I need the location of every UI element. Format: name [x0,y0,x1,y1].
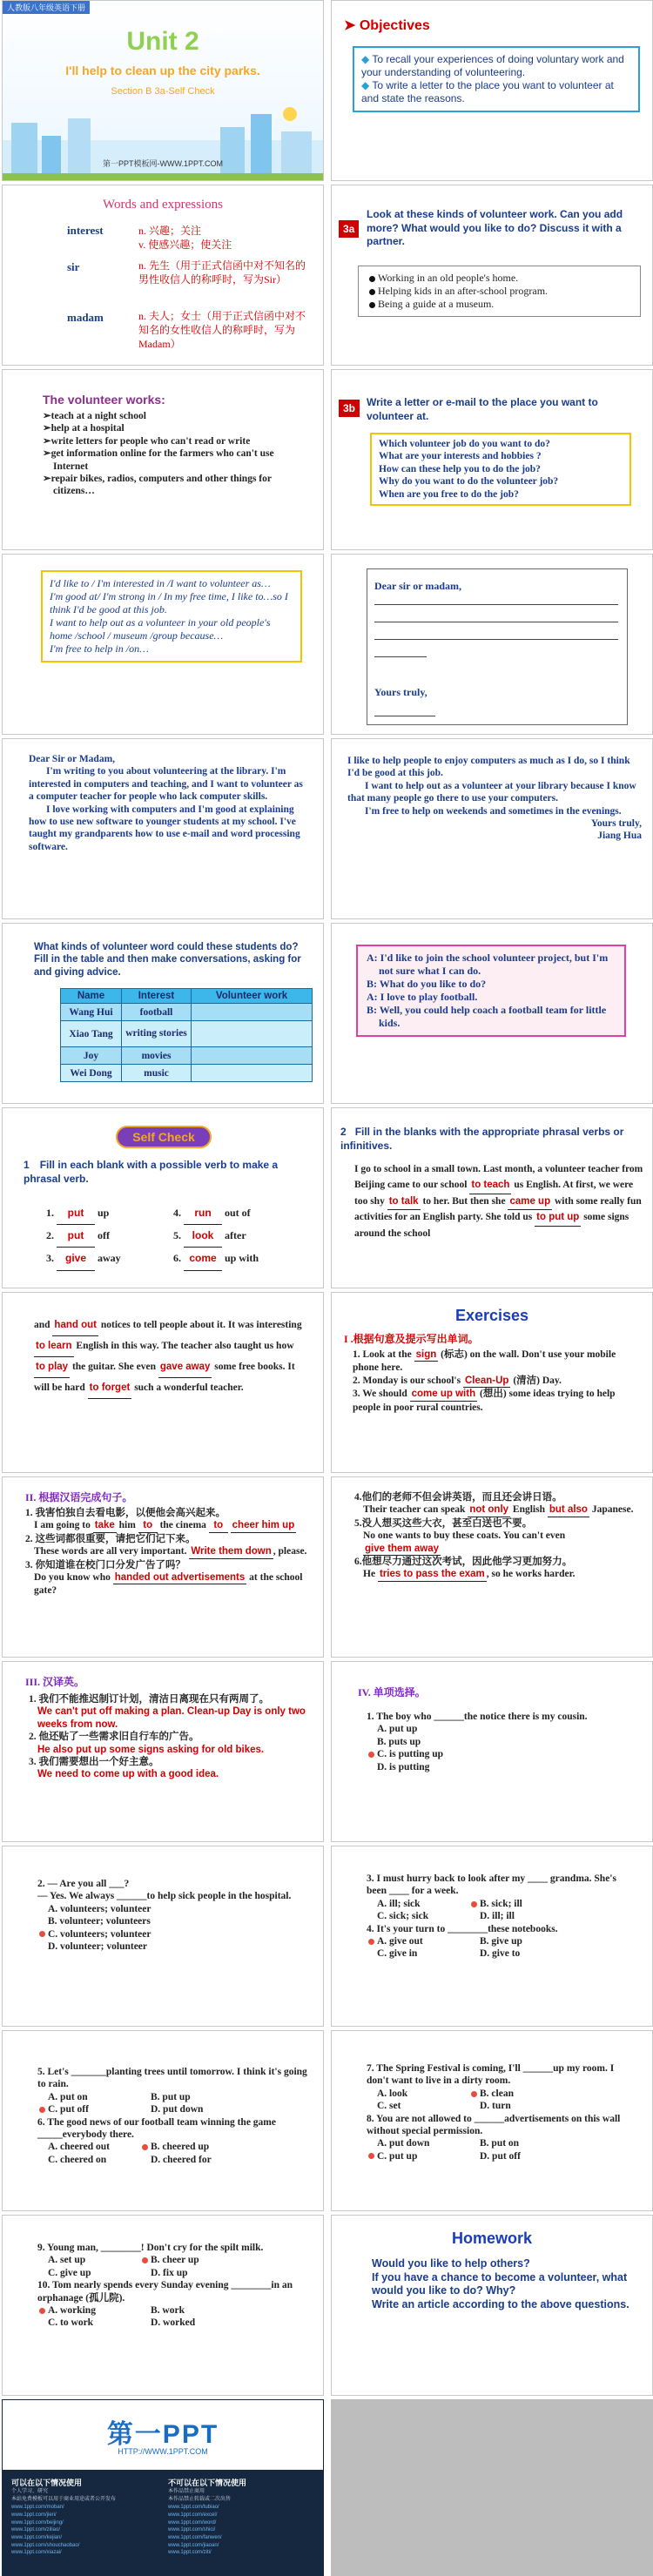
question-item: Which volunteer job do you want to do? [379,439,550,449]
lesson-subtitle: I'll help to clean up the city parks. [65,64,260,77]
unit-title: Unit 2 [126,27,199,56]
mc-option[interactable]: A. put on [48,2091,88,2102]
passage-text: and hand out notices to tell people about it. It was interesting to learn English in this way. The teacher also taught us how to play the guitar. She even gave away some free books. It will be hard to forget such a wonderful teacher. [34,1315,313,1399]
chevron-right-icon: ➤ [344,18,360,33]
mc-option[interactable]: B. volunteer; volunteers [48,1916,151,1927]
mc-option[interactable]: A. put down [377,2138,430,2149]
bullet-icon [369,289,375,295]
slide-mc-5 [331,2030,653,2211]
passage-text: I go to school in a small town. Last month, a volunteer teacher from Beijing came to our school to teach us English. At first, we were too shy to talk to her. But then she came up with some really fun activities for an English party. She told us to put up some signs around the school [354,1164,643,1240]
link[interactable]: www.1ppt.com/shici/ [168,2527,216,2533]
slide-fill-blanks-cont [2,1292,324,1473]
list-item: Helping kids in an after-school program. [378,285,631,298]
mc-option[interactable]: A. volunteers; volunteer [48,1903,151,1914]
question-box [370,433,631,506]
slide-exercises [331,1292,653,1473]
answer-text: We can't put off making a plan. Clean-up Day is only two weeks from now. [37,1706,306,1730]
exercises-heading: Exercises [454,1307,529,1324]
answer-blank[interactable]: give them away [363,1543,441,1556]
answer-blank[interactable]: to play [34,1357,70,1378]
mc-option[interactable]: C. put up [377,2150,480,2162]
answer-mark-icon [368,2153,374,2159]
word-interest: interest [67,224,104,237]
link[interactable]: www.1ppt.com/excel/ [168,2512,218,2518]
patterns-box [41,570,302,662]
objective-item: ◆ To write a letter to the place you want to volunteer at and state the reasons. [361,79,614,104]
link[interactable]: www.1ppt.com/beijing/ [11,2519,64,2526]
usage-allowed: 可以在以下情况使用 个人学习、研究 本站免费模板可以用于商业用途或者公开发布 www.1ppt.com/moban/ www.1ppt.com/jieri/ www.1ppt.com/beijing/ www.1ppt.com/ziliao/ www.1ppt.com/kejian/ www.1ppt.com/shouchaobao/ www.1ppt.com/xiazai/ [11,2478,159,2557]
link[interactable]: www.1ppt.com/jiaoan/ [168,2542,219,2548]
link[interactable]: www.1ppt.com/ziliao/ [11,2527,61,2533]
usage-forbidden: 不可以在以下情况使用 本作品禁止商用 本作品禁止转载或二次出售 www.1ppt.com/tubiao/ www.1ppt.com/excel/ www.1ppt.com/word/ www.1ppt.com/shici/ www.1ppt.com/fanwen/ www.1ppt.com/jiaoan/ www.1ppt.com/ziti/ [168,2478,316,2557]
mc-option[interactable]: D. volunteer; volunteer [48,1940,148,1952]
section-heading: II. 根据汉语完成句子。 [25,1491,133,1503]
city-skyline-illustration [3,105,324,181]
mc-question: 2. — Are you all ___? — Yes. We always ______to help sick people in the hospital. A. volunteers; volunteer B. volunteer; volunteers C. volunteers; volunteer D. volunteer; volunteer [37,1878,307,1953]
mc-option[interactable]: C. volunteers; volunteer [37,1928,307,1940]
answer-blank[interactable]: to forget [88,1378,132,1399]
question-item: When are you free to do the job? [379,488,519,500]
homework-heading: Homework [451,2230,533,2247]
answer-blank[interactable]: but also [548,1503,589,1517]
mc-question: 5. Let's _______planting trees until tomorrow. I think it's going to rain. A. put on B. put up C. put off D. put down 6. The good news of our football team winning the game _____everybody there. A. cheered out B. cheered up C. cheered on D. cheered for [37,2067,307,2165]
list-item: Being a guide at a museum. [378,298,631,311]
mc-option[interactable]: B. sick; ill [480,1898,582,1910]
slide-dialog [331,923,653,1104]
slide-3b [331,369,653,550]
table-row: Wang Hui football [61,1004,313,1021]
mc-option[interactable]: B. cheered up [151,2141,253,2153]
mc-option[interactable]: B. puts up [377,1736,421,1747]
question-item: Why do you want to do the volunteer job? [379,476,559,488]
slide-objectives [331,0,653,181]
slide-self-check [2,1107,324,1288]
letter-paragraph: I like to help people to enjoy computers as much as I do, so I think I'd be good at this job. [347,756,630,779]
diamond-bullet-icon: ◆ [361,53,373,65]
letter-paragraph: I love working with computers and I'm good at explaining how to use new software to younger students at my school. I've taught my grandparents how to use e-mail and word processing software. [29,804,300,852]
answer-blank[interactable]: to put up [535,1210,581,1227]
slide-mc-2 [2,1846,324,2027]
table-row: Joy movies [61,1047,313,1065]
dialog-line: A: I'd like to join the school volunteer project, but I'm not sure what I can do. [367,952,609,977]
link[interactable]: www.1ppt.com/kejian/ [11,2535,63,2540]
answer-blank[interactable]: run [184,1202,222,1225]
mc-option[interactable]: B. put up [151,2091,191,2102]
bullet-icon [369,302,375,308]
fill-instruction: 2 Fill in the blanks with the appropriate phrasal verbs or infinitives. [340,1126,624,1152]
exercise-item: 3. We should come up with (想出) some ideas trying to help people in poor rural countries. [353,1389,616,1413]
self-check-instruction: 1 Fill in each blank with a possible verb to make a phrasal verb. [24,1159,279,1185]
exercise-item: 2. Monday is our school's Clean-Up (清洁) Day. [353,1375,643,1388]
exercise-item: These words are all very important. Write them down , please. [25,1545,313,1558]
mc-option[interactable]: A. working [48,2304,151,2317]
mc-option[interactable]: C. give up [48,2267,91,2278]
activity-list [358,266,641,317]
write-line[interactable] [374,639,618,640]
slide-letter-template [331,554,653,735]
logo-area [3,2400,323,2470]
list-item: ➢help at a hospital [43,423,125,434]
column-header: Volunteer work [192,989,313,1004]
mc-option[interactable]: D. worked [151,2317,196,2329]
slide-volunteer-works [2,369,324,550]
answer-blank[interactable]: come [184,1248,222,1270]
slide-homework [331,2215,653,2396]
letter-greeting: Dear sir or madam, [374,580,461,592]
bullet-icon [369,276,375,282]
objectives-box [353,46,640,112]
answer-blank[interactable]: to talk [387,1194,421,1211]
column-header: Interest [122,989,192,1004]
link[interactable]: www.1ppt.com/moban/ [11,2505,64,2511]
watermark: 第一PPT模板网-WWW.1PPT.COM [103,159,223,168]
objectives-heading: ➤ Objectives [344,18,430,33]
translation-list: 1. 我们不能推迟制订计划，清洁日离现在只有两周了。 We can't put off making a plan. Clean-up Day is only two weeks from now. 2. 他还贴了一些需求旧自行车的广告。 He also put up some signs asking for old bikes. 3. 我们需要想出一个好主意。 We need to come up with a good idea. [29,1693,313,1781]
slide-mc-1 [331,1661,653,1842]
link[interactable]: www.1ppt.com/ziti/ [168,2550,212,2556]
mc-option[interactable]: C. sick; sick [377,1911,429,1922]
answer-mark-icon [39,2308,45,2314]
slide-sample-letter-2 [331,738,653,919]
exercise-item: 1. Look at the sign (标志) on the wall. Don't use your mobile phone here. [353,1349,616,1374]
mc-option[interactable]: C. is putting up [367,1748,628,1760]
answer-blank[interactable]: give [57,1248,95,1270]
translation-list: 1. 我害怕独自去看电影，以便他会高兴起来。 I am going to take him to the cinema to cheer him up 2. 这些词都很重要，请把它们记下来。 These words are all very important. Write them down , please. 3. 你知道谁在校门口分发广告了吗？ Do you know who handed out advertisements at the school gate? [25,1507,313,1597]
section-label: Section B 3a-Self Check [111,86,215,97]
header-tag: 人教版八年级英语下册 [3,1,90,14]
dialog-line: A: I love to play football. [367,991,478,1003]
mc-option[interactable]: D. put off [480,2150,521,2162]
answer-cell[interactable] [192,1065,313,1082]
sample-letter-text [29,753,307,853]
slide-table [2,923,324,1104]
mc-option[interactable]: C. put off [48,2103,151,2115]
objective-item: ◆ To recall your experiences of doing voluntary work and your understanding of volunteering. [361,53,624,78]
letter-closing: Yours truly, [374,686,427,698]
mc-option[interactable]: C. cheered on [48,2154,107,2165]
pattern-line: I want to help out as a volunteer in your old people's home /school / museum /group because… [50,616,271,642]
mc-option[interactable]: B. give up [480,1935,522,1947]
word-sir: sir [67,260,80,273]
volunteer-works-list [43,410,304,498]
answer-blank[interactable]: to [138,1519,158,1532]
mc-option[interactable]: B. work [151,2304,185,2316]
answer-blank[interactable]: came up [508,1194,552,1211]
mc-option[interactable]: A. put up [377,1724,418,1735]
answer-blank[interactable]: hand out [52,1315,98,1336]
word-madam-def: n. 夫人；女士（用于正式信函中对不知名的女性收信人的称呼时，写为Madam） [138,310,306,351]
mc-option[interactable]: A. ill; sick [377,1898,421,1909]
exercise-item: He tries to pass the exam , so he works harder. [354,1568,645,1581]
mc-option[interactable]: D. cheered for [151,2154,212,2165]
translation-list: 4.他们的老师不但会讲英语，而且还会讲日语。 Their teacher can speak not only English but also Japanese. 5.没人想买这些大衣，甚至白送也不要。 No one wants to buy these coats. You can't even give them away 6.他想尽力通过这次考试，因此他学习更加努力。 He tries to pass the exam , so he works harder. [354,1491,645,1582]
volunteer-table [60,988,313,1082]
section-heading: IV. 单项选择。 [358,1686,426,1698]
link[interactable]: www.1ppt.com/xiazai/ [11,2550,62,2556]
answer-blank[interactable]: not only [468,1503,510,1517]
word-interest-def: n. 兴趣；关注 v. 使感兴趣；使关注 [138,225,232,252]
table-row: Wei Dong music [61,1065,313,1082]
answer-mark-icon [39,2107,45,2113]
mc-option[interactable]: C. to work [48,2317,94,2329]
mc-option[interactable]: A. give out [377,1935,480,1947]
list-item: ➢get information online for the farmers who can't use Internet [43,448,274,472]
answer-mark-icon [368,1752,374,1758]
exercise-item: Do you know who handed out advertisements at the school gate? [34,1571,303,1597]
mc-option[interactable]: D. put down [151,2104,204,2115]
column-header: Name [61,989,122,1004]
answer-mark-icon [39,1931,45,1937]
answer-text: We need to come up with a good idea. [37,1769,219,1780]
instruction-3a: Look at these kinds of volunteer work. Can you add more? What would you like to do? Discuss it with a partner. [367,208,623,248]
slide-sample-letter-1 [2,738,324,919]
logo: 第一PPT [106,2420,219,2449]
slide-fill-blanks [331,1107,653,1288]
self-check-badge: Self Check [116,1126,212,1148]
letter-closing: Yours truly, [590,817,642,829]
link[interactable]: www.1ppt.com/jieri/ [11,2512,57,2518]
letter-paragraph: I want to help out as a volunteer at your library because I know that many people go there to use your computers. [347,780,636,804]
answer-blank[interactable]: cheer him up [231,1519,297,1532]
mc-option[interactable]: D. fix up [151,2267,188,2278]
list-item: ➢repair bikes, radios, computers and other things for citizens… [43,473,272,497]
write-line[interactable] [374,604,618,605]
mc-question: 3. I must hurry back to look after my ____ grandma. She's been ____ for a week. A. ill; sick B. sick; ill C. sick; sick D. ill; ill 4. It's your turn to ________these notebooks. A. give out B. give up C. give in D. give to [367,1873,616,1960]
answer-cell[interactable] [192,1004,313,1021]
answer-cell[interactable] [192,1021,313,1047]
dialog-box [356,945,626,1037]
write-line[interactable] [374,656,427,657]
list-item: Working in an old people's home. [378,272,631,285]
list-item: ➢write letters for people who can't read or write [43,435,251,447]
answer-blank[interactable]: to [209,1519,228,1532]
mc-option[interactable]: A. set up [48,2255,86,2266]
link[interactable]: www.1ppt.com/tubiao/ [168,2505,219,2511]
answer-blank[interactable]: Clean-Up [463,1375,510,1388]
slide-words [2,185,324,366]
mc-question: 7. The Spring Festival is coming, I'll ______up my room. I don't want to live in a dirty room. A. look B. clean C. set D. turn 8. You are not allowed to ______advertisements on this wall without special permission. A. put down B. put on C. put up D. put off [367,2063,621,2162]
badge-3b: 3b [339,400,360,417]
mc-option[interactable]: B. cheer up [151,2254,253,2266]
slide-title [2,0,324,181]
answer-mark-icon [368,1939,374,1945]
slide-sentence-patterns [2,554,324,735]
section-heading: III. 汉译英。 [25,1676,85,1688]
answer-blank[interactable]: sign [414,1349,439,1362]
mc-option[interactable]: B. clean [480,2088,582,2100]
logo-url: HTTP://WWW.1PPT.COM [118,2447,208,2456]
answer-blank[interactable]: gave away [158,1357,212,1378]
phrasal-verb-grid: 1. put up 4. run out of 2. put off 5. look after 3. give away 6. come up with [46,1202,316,1271]
letter-frame [367,568,628,725]
letter-paragraph: I'm writing to you about volunteering at the library. I'm interested in computers and teaching, and I want to volunteer as a computer teacher for people who lack computer skills. [29,766,303,803]
list-item: ➢teach at a night school [43,411,146,421]
badge-3a: 3a [339,220,359,238]
mc-question: 1. The boy who ______the notice there is my cousin. A. put up B. puts up C. is putting up D. is putting [367,1711,628,1773]
empty-slot [331,2399,653,2576]
answer-blank[interactable]: come up with [410,1388,477,1401]
mc-option[interactable]: A. look [377,2088,408,2099]
link[interactable]: www.1ppt.com/fanwen/ [168,2535,222,2540]
table-row: Xiao Tang writing stories [61,1021,313,1047]
answer-blank[interactable]: tries to pass the exam [378,1568,487,1581]
volunteer-works-heading: The volunteer works: [43,393,165,407]
word-madam: madam [67,311,104,324]
question-item: What are your interests and hobbies ? [379,451,542,462]
dialog-line: B: What do you like to do? [367,978,487,990]
mc-question: 9. Young man, ________! Don't cry for the spilt milk. A. set up B. cheer up C. give up D. fix up 10. Tom nearly spends every Sunday evening ________in an orphanage (孤儿院). A. working B. work C. to work D. worked [37,2243,293,2329]
letter-signature: Jiang Hua [597,831,642,842]
answer-cell[interactable] [192,1047,313,1065]
answer-blank[interactable]: take [93,1519,117,1532]
letter-paragraph: I'm free to help on weekends and sometimes in the evenings. [365,805,622,817]
words-heading: Words and expressions [103,198,223,212]
mc-option[interactable]: D. give to [480,1948,521,1960]
homework-list: Would you like to help others? If you have a chance to become a volunteer, what would you like to do? Why? Write an article according to the above questions. [372,2257,629,2310]
answer-blank[interactable]: put [57,1202,95,1225]
slide-credits [2,2399,324,2576]
exercise-list [353,1349,643,1414]
pattern-line: I'd like to / I'm interested in /I want to volunteer as… [50,577,271,589]
slide-translation-1 [2,1476,324,1658]
sample-letter-text [347,755,642,843]
slide-mc-3 [331,1846,653,2027]
mc-option[interactable]: C. set [377,2101,401,2112]
diamond-bullet-icon: ◆ [361,79,373,91]
table-instruction: What kinds of volunteer word could these students do? Fill in the table and then make conversations, asking for and giving advice. [34,942,301,978]
link[interactable]: www.1ppt.com/shouchaobao/ [11,2542,80,2548]
exercise-item: No one wants to buy these coats. You can't even give them away [354,1530,645,1556]
mc-option[interactable]: A. cheered out [48,2142,111,2153]
mc-option[interactable]: D. is putting [377,1761,430,1772]
answer-mark-icon [471,2091,477,2097]
link[interactable]: www.1ppt.com/word/ [168,2519,217,2526]
answer-text: He also put up some signs asking for old bikes. [37,1744,265,1755]
exercise-item: Their teacher can speak not only English but also Japanese. [354,1503,645,1517]
mc-option[interactable]: B. put on [480,2138,520,2149]
slide-translation-3 [2,1661,324,1842]
answer-blank[interactable]: put [57,1225,95,1248]
word-sir-def: n. 先生（用于正式信函中对不知名的男性收信人的称呼时，写为Sir） [138,259,306,286]
answer-blank[interactable]: Write them down [189,1545,273,1558]
pattern-line: I'm good at/ I'm strong in / In my free time, I like to…so I think I'd be good at this job. [50,590,288,615]
answer-blank[interactable]: to teach [469,1178,511,1194]
slide-3a [331,185,653,366]
pattern-line: I'm free to help in /on… [50,642,149,655]
letter-greeting: Dear Sir or Madam, [29,754,116,764]
answer-blank[interactable]: to learn [34,1336,74,1357]
mc-option[interactable]: D. turn [480,2101,511,2112]
dialog-line: B: Well, you could help coach a football team for little kids. [367,1004,607,1029]
answer-blank[interactable]: handed out advertisements [113,1571,247,1584]
slide-mc-4 [2,2030,324,2211]
instruction-3b: Write a letter or e-mail to the place you want to volunteer at. [367,396,598,422]
slide-translation-2 [331,1476,653,1658]
answer-blank[interactable]: look [184,1225,222,1248]
slide-mc-6 [2,2215,324,2396]
mc-option[interactable]: C. give in [377,1948,418,1960]
exercise-section-title: I .根据句意及提示写出单词。 [344,1333,479,1345]
answer-mark-icon [471,1901,477,1907]
question-item: How can these help you to do the job? [379,463,541,474]
mc-option[interactable]: D. ill; ill [480,1911,515,1922]
exercise-item: I am going to take him to the cinema to cheer him up [25,1519,313,1532]
